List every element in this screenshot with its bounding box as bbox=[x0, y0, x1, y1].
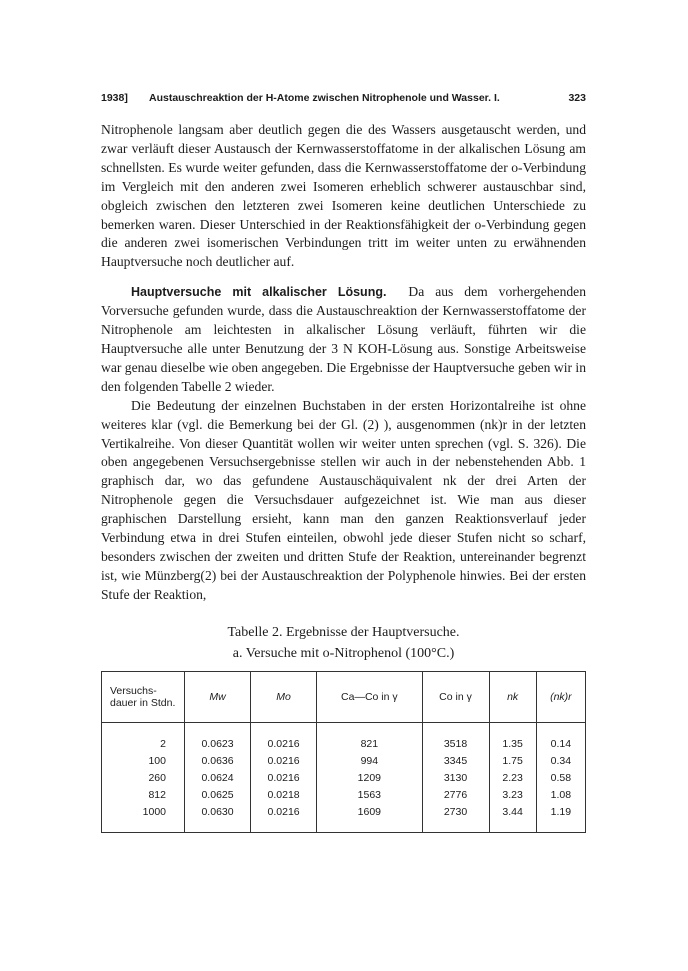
table-header-row bbox=[102, 672, 586, 723]
paragraph-1: Nitrophenole langsam aber deutlich gegen die des Wassers ausgetauscht werden, und zwar verläuft dieser Austausch der Kernwasserstoffatome in der alkalischen Lösung am schnellsten. Es wurde weiter gefunden, dass die Kernwasserstoffatome der o-Verbindung im Vergleich mit den anderen zwei Isomeren erheblich schwerer austauschbar sind, obgleich zwischen den letzteren zwei Isomeren keine deutlichen Unterschiede zu bemerken waren. Dieser Unterschied in der Reaktionsfähigkeit der o-Verbindung gegen die anderen zwei isomerischen Verbindungen tritt im weiter unten zu erwähnenden Hauptversuche noch deutlicher auf. bbox=[101, 122, 586, 270]
table-row bbox=[102, 803, 586, 833]
cell: 3.23 bbox=[489, 786, 536, 803]
cell: 0.0216 bbox=[251, 723, 317, 753]
cell: 1.75 bbox=[489, 752, 536, 769]
col-header-mo: Mo bbox=[251, 672, 317, 723]
cell: 0.0218 bbox=[251, 786, 317, 803]
table-row bbox=[102, 769, 586, 786]
table-row bbox=[102, 786, 586, 803]
cell: 3345 bbox=[422, 752, 489, 769]
paragraph-2-text: Da aus dem vorhergehenden Vorversuche gefunden wurde, dass die Austauschreaktion der Kernwasserstoffatome der Nitrophenole am leichtesten in alkalischer Lösung verläuft, führten wir die Hauptversuche alle unter Benutzung der 3 N KOH-Lösung aus. Sonstige Arbeitsweise war genau dieselbe wie oben angegeben. Die Ergebnisse der Hauptversuche geben wir in den folgenden Tabelle 2 wieder. bbox=[101, 284, 587, 394]
cell: 3130 bbox=[422, 769, 489, 786]
cell: 0.0625 bbox=[185, 786, 251, 803]
cell: 994 bbox=[317, 752, 422, 769]
cell: 0.58 bbox=[536, 769, 585, 786]
body-text bbox=[101, 121, 586, 605]
cell: 1.35 bbox=[489, 723, 536, 753]
cell: 0.0623 bbox=[185, 723, 251, 753]
cell: 1563 bbox=[317, 786, 422, 803]
cell: 3518 bbox=[422, 723, 489, 753]
table-captions bbox=[101, 622, 586, 664]
cell: 100 bbox=[148, 754, 166, 767]
table-row bbox=[102, 723, 586, 753]
cell: 0.34 bbox=[536, 752, 585, 769]
cell: 260 bbox=[148, 771, 166, 784]
section-lead: Hauptversuche mit alkalischer Lösung. bbox=[131, 285, 387, 300]
cell: 1.19 bbox=[536, 803, 585, 833]
table-subcaption: a. Versuche mit o-Nitrophenol (100°C.) bbox=[232, 646, 455, 661]
col-header-nk: nk bbox=[489, 672, 536, 723]
cell: 0.0636 bbox=[185, 752, 251, 769]
cell: 3.44 bbox=[489, 803, 536, 833]
results-table bbox=[101, 671, 586, 833]
col-header-ca-co: Ca—Co in γ bbox=[317, 672, 422, 723]
col-header-mw: Mw bbox=[185, 672, 251, 723]
header-year: 1938] bbox=[101, 92, 128, 104]
cell: 0.14 bbox=[536, 723, 585, 753]
col-header-co: Co in γ bbox=[422, 672, 489, 723]
cell: 0.0624 bbox=[185, 769, 251, 786]
cell: 0.0216 bbox=[251, 769, 317, 786]
cell: 2776 bbox=[422, 786, 489, 803]
cell: 2 bbox=[160, 737, 166, 750]
cell: 2730 bbox=[422, 803, 489, 833]
table-row bbox=[102, 752, 586, 769]
cell: 0.0630 bbox=[185, 803, 251, 833]
cell: 0.0216 bbox=[251, 803, 317, 833]
col-header-nk-r: (nk)r bbox=[536, 672, 585, 723]
cell: 0.0216 bbox=[251, 752, 317, 769]
paragraph-3: Die Bedeutung der einzelnen Buchstaben in der ersten Horizontalreihe ist ohne weiteres klar (vgl. die Bemerkung bei der Gl. (2) ), ausgenommen (nk)r in der letzten Vertikalreihe. Von dieser Quantität wollen wir weiter unten sprechen (vgl. S. 326). Die oben angegebenen Versuchsergebnisse stellen wir auch in der nebenstehenden Abb. 1 graphisch dar, wo das gefundene Austauschäquivalent nk der drei Arten der Nitrophenole gegen die Versuchsdauer aufgezeichnet ist. Wie man aus dieser graphischen Darstellung ersieht, kann man den ganzen Reaktionsverlauf jeder Verbindung etwa in drei Stufen einteilen, obwohl jede dieser Stufen nicht so scharf, besonders zwischen der zweiten und dritten Stufe der Reaktion, untereinander begrenzt ist, wie Münzberg(2) bei der Austauschreaktion der Polyphenole hinwies. Bei der ersten Stufe der Reaktion, bbox=[101, 397, 586, 602]
page-number: 323 bbox=[568, 92, 586, 104]
cell: 821 bbox=[317, 723, 422, 753]
cell: 1.08 bbox=[536, 786, 585, 803]
cell: 812 bbox=[148, 788, 166, 801]
cell: 1000 bbox=[142, 805, 166, 818]
cell: 1609 bbox=[317, 803, 422, 833]
cell: 1209 bbox=[317, 769, 422, 786]
paragraph-2 bbox=[101, 283, 586, 396]
header-title: Austauschreaktion der H-Atome zwischen Nitrophenole und Wasser. I. bbox=[149, 92, 500, 104]
table-caption: Tabelle 2. Ergebnisse der Hauptversuche. bbox=[227, 625, 460, 640]
cell: 2.23 bbox=[489, 769, 536, 786]
col-header-duration: Versuchs-dauer in Stdn. bbox=[102, 672, 185, 723]
